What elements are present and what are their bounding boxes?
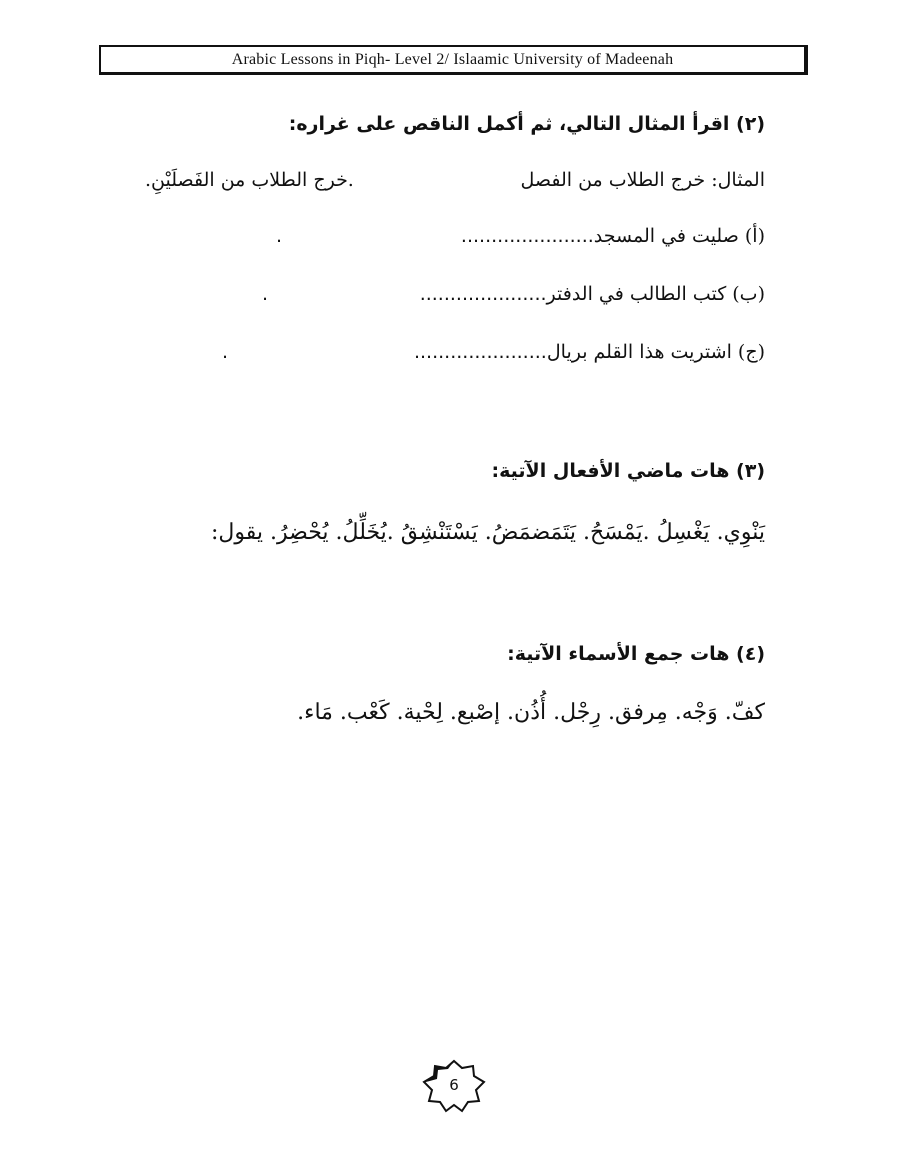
exercise-item-b [420, 283, 765, 305]
question-4-heading: (٤) هات جمع الأسماء الآتية: [507, 643, 765, 665]
example-singular: المثال: خرج الطلاب من الفصل [520, 169, 765, 191]
example-dual: .خرج الطلاب من الفَصلَيْنِ. [145, 169, 354, 191]
end-period: . [276, 225, 283, 247]
question-2-heading: (٢) اقرأ المثال التالي، ثم أكمل الناقص على غراره: [288, 113, 765, 135]
exercise-item-text: (ج) اشتريت هذا القلم بريال [546, 341, 765, 363]
end-period: . [262, 283, 269, 305]
answer-blank: ...................... [413, 341, 547, 363]
answer-blank: ..................... [419, 283, 547, 305]
end-period: . [222, 341, 229, 363]
exercise-item-text: (ب) كتب الطالب في الدفتر [546, 283, 765, 305]
question-3-verbs: يَنْوِي. يَغْسِلُ .يَمْسَحُ. يَتَمَضمَضُ. يَسْتَنْشِقُ .يُخَلِّلُ. يُحْضِرُ. يقول: [211, 520, 765, 545]
header-title: Arabic Lessons in Piqh- Level 2/ Islaamic University of Madeenah [231, 50, 674, 68]
question-4-nouns: كفّ. وَجْه. مِرفق. رِجْل. أُذُن. إصْبع. لِحْية. كَعْب. مَاء. [297, 700, 765, 725]
exercise-item-a [461, 225, 765, 247]
exercise-item-text: (أ) صليت في المسجد [593, 225, 765, 247]
exercise-item-c [414, 341, 765, 363]
page-number: 6 [449, 1076, 459, 1094]
page-header [99, 45, 808, 75]
question-2-example [145, 169, 765, 191]
question-3-heading: (٣) هات ماضي الأفعال الآتية: [491, 460, 765, 482]
page-number-badge [418, 1055, 490, 1115]
answer-blank: ...................... [460, 225, 594, 247]
